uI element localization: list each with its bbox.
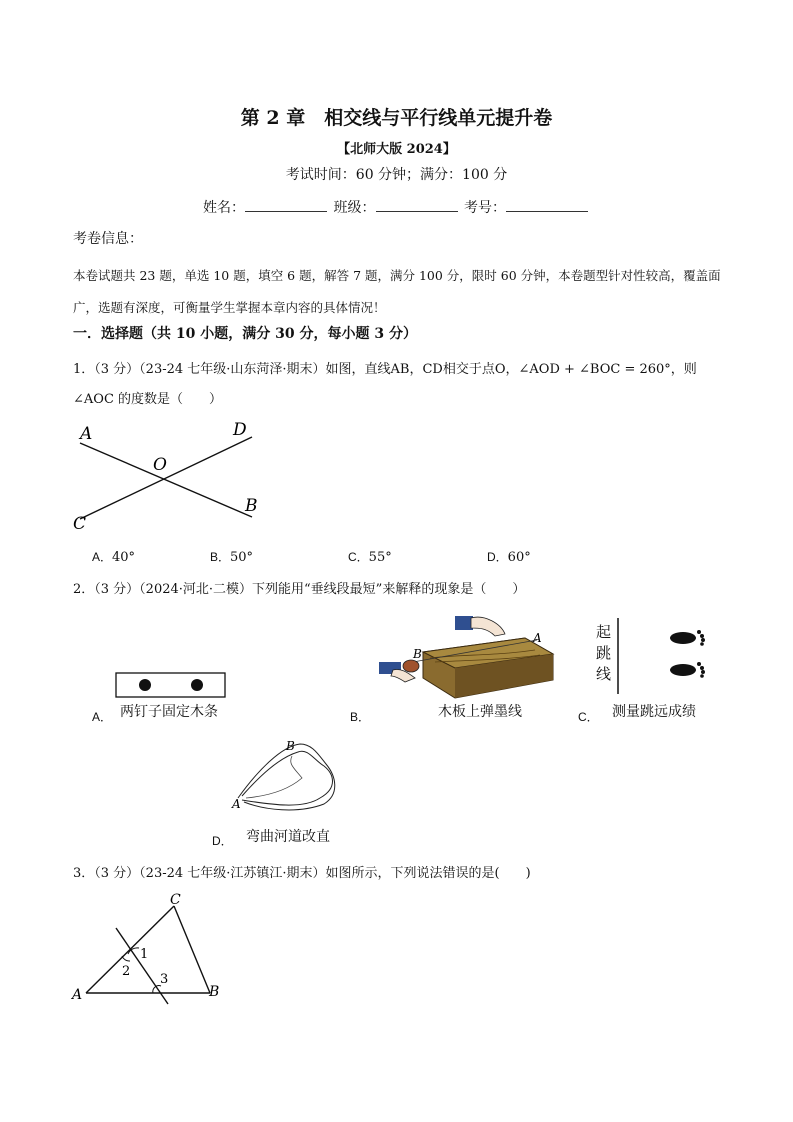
footprint-icon (670, 662, 705, 678)
q1-option-a[interactable]: A．40° (92, 550, 136, 565)
label-b: B (286, 739, 295, 753)
q2-option-a[interactable]: A． (92, 710, 113, 724)
label-c: C (170, 892, 181, 908)
q2-caption-a: 两钉子固定木条 (120, 704, 218, 720)
question-3-text: 3．（3 分）（23-24 七年级·江苏镇江·期末）如图所示，下列说法错误的是( ) (73, 866, 531, 881)
line-cd (80, 437, 252, 519)
side-cb (174, 906, 210, 993)
label-a: A (72, 987, 83, 1003)
label-a: A (533, 631, 542, 645)
q2-caption-b: 木板上弹墨线 (438, 704, 522, 720)
label-a: A (80, 424, 93, 444)
q2-option-c[interactable]: C． (578, 710, 599, 724)
name-label: 姓名： (203, 200, 246, 216)
angle-1-label: 1 (140, 947, 149, 962)
q1-option-c[interactable]: C．55° (348, 550, 392, 565)
river-image (228, 738, 343, 826)
label-c: C (73, 514, 87, 534)
footprints-image (617, 618, 717, 698)
wooden-board-image (375, 610, 555, 702)
edition-label: 【北师大版 2024】 (337, 142, 456, 157)
number-label: 考号： (463, 200, 506, 216)
class-field[interactable] (376, 199, 458, 212)
label-o: O (153, 455, 167, 475)
label-d: D (233, 420, 247, 440)
info-heading: 考卷信息： (73, 231, 143, 247)
label-b: B (245, 496, 258, 516)
number-field[interactable] (506, 199, 588, 212)
label-b: B (209, 984, 220, 1000)
nails-board-image (115, 672, 227, 700)
student-fields (0, 197, 793, 217)
label-b: B (413, 647, 422, 661)
label-a: A (232, 797, 241, 811)
q1-option-b[interactable]: B．50° (210, 550, 254, 565)
q1-figure (70, 415, 270, 535)
q2-option-b[interactable]: B． (350, 710, 371, 724)
q2-option-d[interactable]: D． (212, 834, 233, 848)
q2-caption-d: 弯曲河道改直 (246, 829, 330, 845)
q3-figure (66, 892, 236, 1008)
question-1-text: 1．（3 分）（23-24 七年级·山东菏泽·期末）如图，直线AB，CD相交于点O，∠AOD + ∠BOC = 260°，则∠AOC 的度数是（ ） (73, 362, 697, 407)
takeoff-line-label: 起 跳 线 (596, 623, 612, 683)
footprint-icon (670, 630, 705, 646)
angle-2-label: 2 (122, 964, 131, 979)
section-title: 一．选择题（共 10 小题，满分 30 分，每小题 3 分） (73, 326, 417, 342)
info-body: 本卷试题共 23 题，单选 10 题，填空 6 题，解答 7 题，满分 100 分，限时 60 分钟，本卷题型针对性较高，覆盖面广，选题有深度，可衡量学生掌握本章内容的具体情况！ (73, 268, 721, 315)
name-field[interactable] (245, 199, 327, 212)
angle-3-label: 3 (160, 972, 169, 987)
page-title: 第 2 章 相交线与平行线单元提升卷 (240, 107, 553, 129)
question-2-text: 2．（3 分）（2024·河北·二模）下列能用“垂线段最短”来解释的现象是（ ） (73, 582, 526, 597)
exam-info: 考试时间：60 分钟；满分：100 分 (285, 167, 508, 183)
q1-option-d[interactable]: D．60° (487, 550, 531, 565)
class-label: 班级： (333, 200, 376, 216)
q2-caption-c: 测量跳远成绩 (612, 704, 696, 720)
